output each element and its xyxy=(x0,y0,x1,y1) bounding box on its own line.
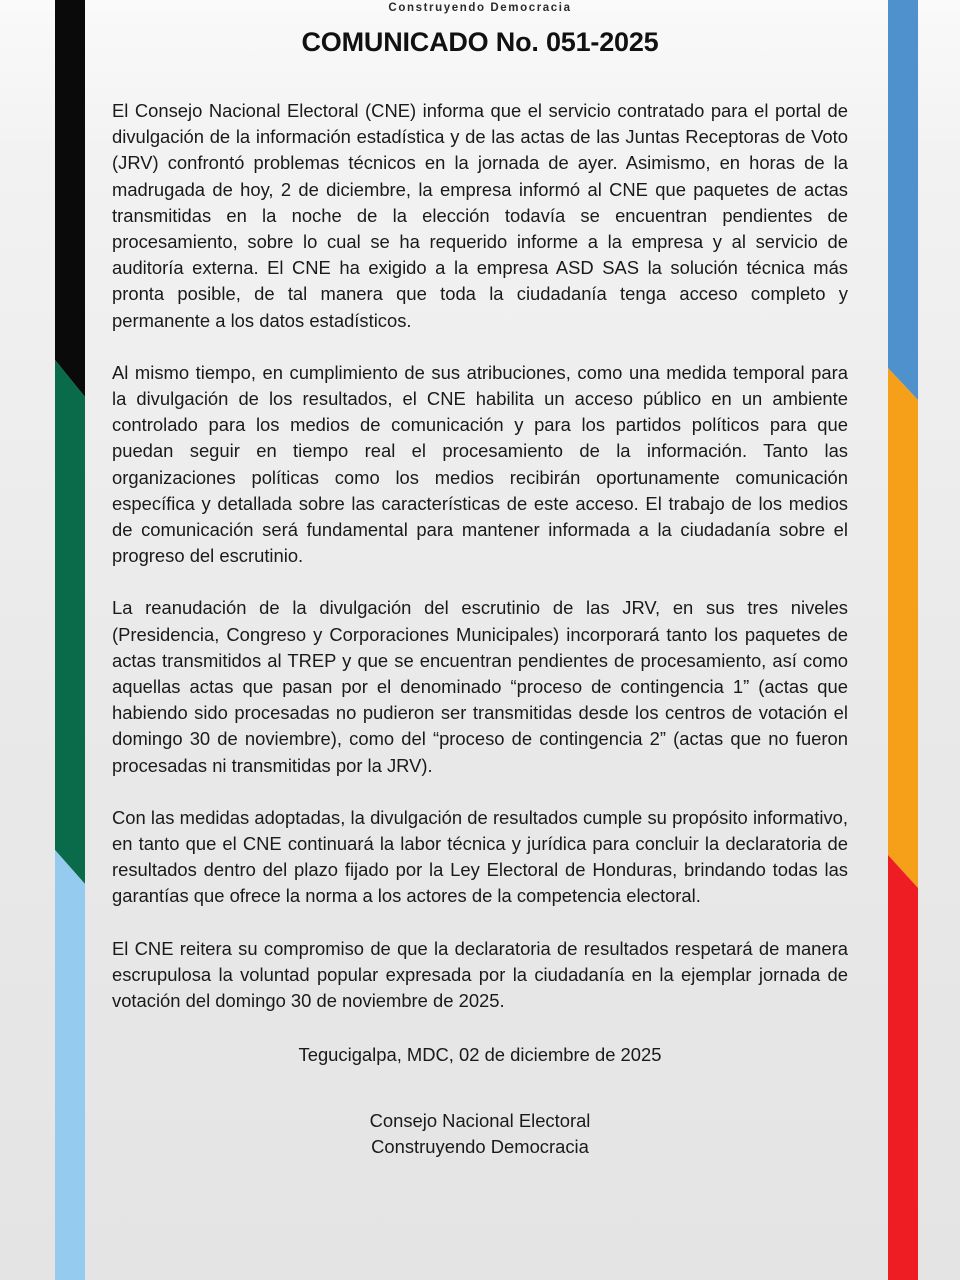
signature-block xyxy=(112,1108,848,1160)
right-color-bar xyxy=(888,0,948,1280)
right-color-bar-graphic xyxy=(888,0,948,1280)
page-title: COMUNICADO No. 051-2025 xyxy=(301,27,659,57)
place-and-date: Tegucigalpa, MDC, 02 de diciembre de 2025 xyxy=(298,1044,662,1066)
signature-tagline: Construyendo Democracia xyxy=(371,1136,589,1158)
left-color-bar xyxy=(55,0,115,1280)
paragraph-3: La reanudación de la divulgación del escrutinio de las JRV, en sus tres niveles (Presidencia, Congreso y Corporaciones Municipales) incorporará tanto los paquetes de actas transmitidos al TREP y que se encuentran pendientes de procesamiento, así como aquellas actas que pasan por el denominado “proceso de contingencia 1” (actas que habiendo sido procesadas no pudieron ser transmitidas desde los centros de votación el domingo 30 de noviembre), como del “proceso de contingencia 2” (actas que no fueron procesadas ni transmitidas por la JRV). xyxy=(112,597,848,776)
paragraph-5: El CNE reitera su compromiso de que la declaratoria de resultados respetará de manera escrupulosa la voluntad popular expresada por la ciudadanía en la ejemplar jornada de votación del domingo 30 de noviembre de 2025. xyxy=(112,937,848,1012)
paragraph-1: El Consejo Nacional Electoral (CNE) informa que el servicio contratado para el portal de divulgación de la información estadística y de las actas de las Juntas Receptoras de Voto (JRV) confrontó problemas técnicos en la jornada de ayer. Asimismo, en horas de la madrugada de hoy, 2 de diciembre, la empresa informó al CNE que paquetes de actas transmitidas en la noche de la elección todavía se encuentran pendientes de procesamiento, sobre lo cual se ha requerido informe a la empresa y al servicio de auditoría externa. El CNE ha exigido a la empresa ASD SAS la solución técnica más pronta posible, de tal manera que toda la ciudadanía tenga acceso completo y permanente a los datos estadísticos. xyxy=(112,100,848,331)
right-bar-segment-orange xyxy=(888,368,918,888)
paragraph-4: Con las medidas adoptadas, la divulgación de resultados cumple su propósito informativo, en tanto que el CNE continuará la labor técnica y jurídica para concluir la declaratoria de resultados dentro del plazo fijado por la Ley Electoral de Honduras, brindando todas las garantías que ofrece la norma a los actores de la competencia electoral. xyxy=(112,806,848,907)
left-bar-segment-lightblue xyxy=(55,850,85,1280)
document-content xyxy=(112,0,848,1280)
right-bar-segment-red xyxy=(888,855,918,1280)
left-bar-segment-black xyxy=(55,0,85,397)
body-copy xyxy=(112,98,848,1014)
left-bar-segment-green xyxy=(55,360,85,884)
left-color-bar-graphic xyxy=(55,0,115,1280)
right-bar-segment-blue xyxy=(888,0,918,400)
paragraph-2: Al mismo tiempo, en cumplimiento de sus atribuciones, como una medida temporal para la divulgación de los resultados, el CNE habilita un acceso público en un ambiente controlado para los medios de comunicación y para los partidos políticos para que puedan seguir en tiempo real el procesamiento de la información. Tanto las organizaciones políticas como los medios recibirán oportunamente comunicación específica y detallada sobre las características de este acceso. El trabajo de los medios de comunicación será fundamental para mantener informada a la ciudadanía sobre el progreso del escrutinio. xyxy=(112,361,848,567)
signature-institution: Consejo Nacional Electoral xyxy=(369,1110,591,1132)
header-tagline: Construyendo Democracia xyxy=(388,2,572,14)
